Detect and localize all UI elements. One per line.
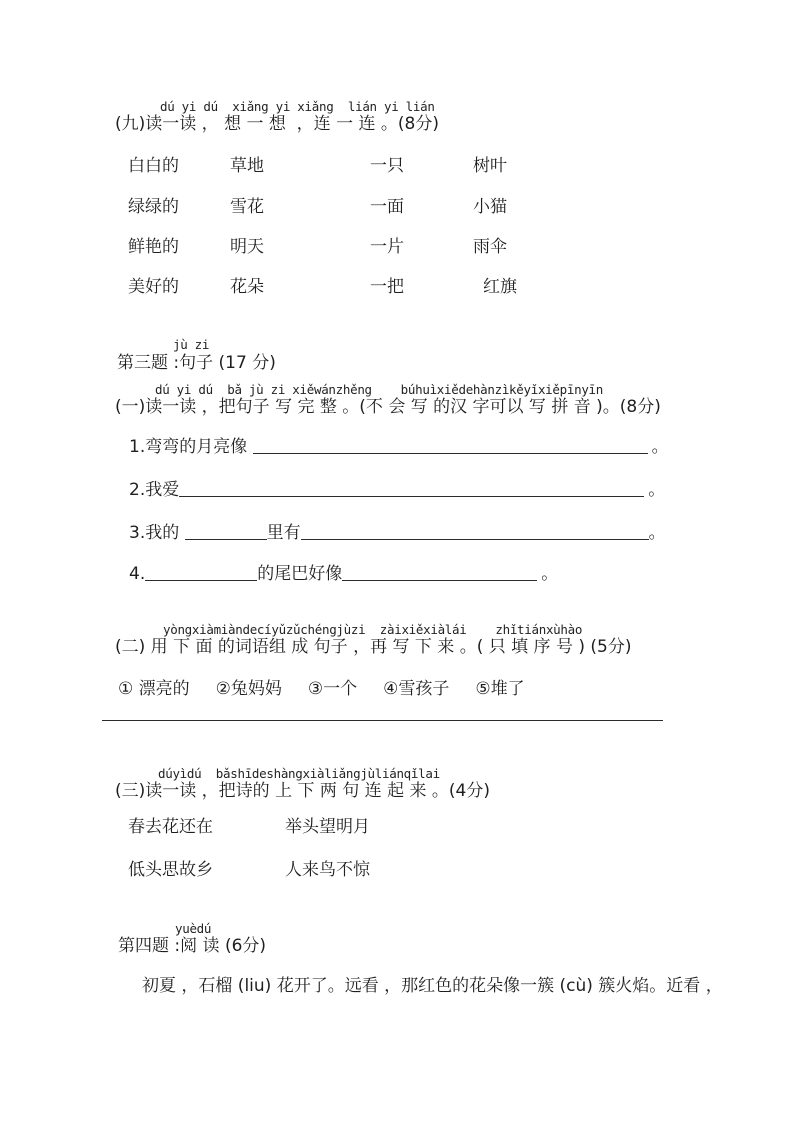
answer-blank[interactable] — [185, 524, 267, 540]
match-word: 树叶 — [473, 156, 507, 176]
answer-blank[interactable] — [342, 565, 537, 581]
word-options-row — [118, 674, 551, 699]
sentence-period: 。 — [648, 523, 666, 543]
section-three-heading: 第三题 :句子 (17 分) — [117, 353, 276, 373]
pinyin-annotation: dú yi dú bǎ jù zi xiěwánzhěng búhuìxiědehànzìkěyǐxiěpīnyīn — [155, 382, 603, 397]
sentence-period: 。 — [648, 480, 666, 500]
match-word: 小猫 — [473, 197, 507, 217]
poem-line: 低头思故乡 — [128, 860, 213, 880]
match-word: 明天 — [230, 237, 264, 257]
part-one-heading: (一)读一读 ，把句子 写 完 整 。(不 会 写 的汉 字可以 写 拼 音 )。(8分) — [115, 397, 661, 417]
match-word: 白白的 — [128, 156, 179, 176]
poem-line: 春去花还在 — [128, 817, 213, 837]
sentence-period: 。 — [651, 437, 669, 457]
answer-blank[interactable] — [145, 565, 257, 581]
sentence-text: 3.我的 — [129, 523, 185, 543]
sentence-text: 里有 — [266, 523, 301, 543]
match-word: 一只 — [370, 156, 404, 176]
answer-blank[interactable] — [179, 481, 644, 497]
match-word: 绿绿的 — [128, 197, 179, 217]
pinyin-annotation: dú yi dú xiǎng yi xiǎng lián yi lián — [160, 99, 435, 114]
fill-sentence-1 — [129, 432, 669, 457]
fill-sentence-2 — [129, 475, 666, 500]
pinyin-annotation: yòngxiàmiàndecíyǔzǔchéngjùzi zàixiěxiàlái zhǐtiánxùhào — [163, 622, 583, 637]
word-option: ① 漂亮的 — [118, 679, 190, 699]
match-word: 红旗 — [483, 277, 517, 297]
match-word: 一片 — [370, 237, 404, 257]
match-word: 一把 — [370, 277, 404, 297]
match-word: 雪花 — [230, 197, 264, 217]
section-nine-heading: (九)读一读 ， 想 一 想 ，连 一 连 。(8分) — [115, 114, 439, 134]
pinyin-annotation: jù zi — [173, 337, 210, 352]
sentence-text: 2.我爱 — [129, 480, 180, 500]
match-table-row — [128, 232, 507, 257]
sentence-text: 1.弯弯的月亮像 — [129, 437, 253, 457]
reading-passage: 初夏 ，石榴 (liu) 花开了。远看 ，那红色的花朵像一簇 (cù) 簇火焰。近看 ， — [142, 976, 723, 996]
poem-match-row — [128, 812, 370, 837]
match-table-row — [128, 272, 517, 297]
word-option: ③一个 — [307, 679, 358, 699]
part-two-heading: (二) 用 下 面 的词语组 成 句子 ，再 写 下 来 。( 只 填 序 号 ) (5分) — [115, 637, 632, 657]
match-word: 花朵 — [230, 277, 264, 297]
word-option: ②兔妈妈 — [215, 679, 282, 699]
match-word: 雨伞 — [473, 237, 507, 257]
match-word: 草地 — [230, 156, 264, 176]
poem-match-row — [128, 855, 370, 880]
answer-blank[interactable] — [301, 524, 649, 540]
poem-line: 人来鸟不惊 — [285, 860, 370, 880]
sentence-text: 4. — [129, 564, 146, 584]
sentence-period: 。 — [541, 564, 559, 584]
answer-blank[interactable] — [253, 438, 648, 454]
match-word: 鲜艳的 — [128, 237, 179, 257]
pinyin-annotation: dúyìdú bǎshīdeshàngxiàliǎngjùliánqǐlai — [158, 766, 440, 781]
word-option: ⑤堆了 — [475, 679, 525, 699]
match-word: 美好的 — [128, 277, 179, 297]
match-table-row — [128, 192, 507, 217]
match-table-row — [128, 151, 507, 176]
pinyin-annotation: yuèdú — [175, 921, 212, 936]
section-four-heading: 第四题 :阅 读 (6分) — [118, 936, 267, 956]
word-option: ④雪孩子 — [383, 679, 450, 699]
part-three-heading: (三)读一读 ，把诗的 上 下 两 句 连 起 来 。(4分) — [115, 781, 490, 801]
match-word: 一面 — [370, 197, 404, 217]
answer-line[interactable] — [102, 720, 663, 721]
poem-line: 举头望明月 — [285, 817, 370, 837]
sentence-text: 的尾巴好像 — [257, 564, 343, 584]
fill-sentence-3 — [129, 518, 666, 543]
fill-sentence-4 — [129, 559, 559, 584]
